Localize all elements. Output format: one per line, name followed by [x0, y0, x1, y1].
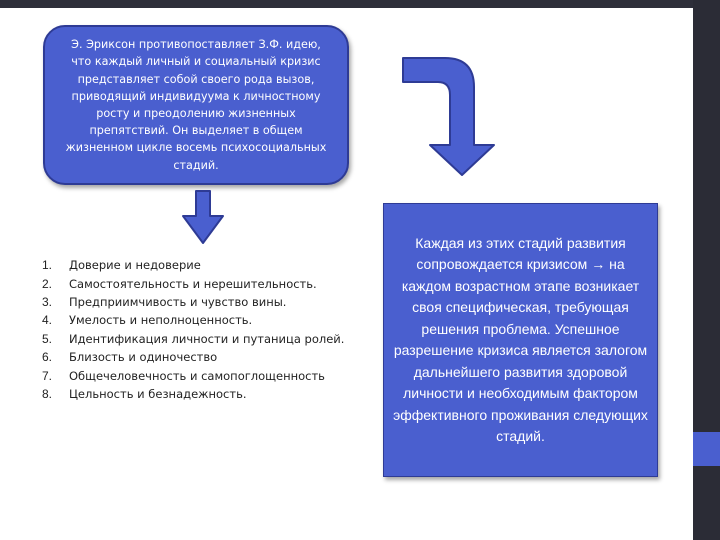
crisis-info-box: [383, 203, 658, 477]
info-text: Каждая из этих стадий развития сопровождается кризисом → на каждом возрастном этапе возникает своя специфическая, требующая решения проблема. Успешное разрешение кризиса является залогом дальнейшего развития здоровой личности и необходимым фактором эффективного проживания следующих стадий.: [393, 234, 648, 444]
stage-label: Общечеловечность и самопоглощенность: [69, 368, 325, 383]
callout-text: Э. Эриксон противопоставляет З.Ф. идею, что каждый личный и социальный кризис представляет собой своего рода вызов, приводящий индивидуума к личностному росту и преодолению жизненных препятствий. Он выделяет в общем жизненном цикле восемь психосоциальных стадий.: [65, 38, 327, 172]
stage-number: 8.: [42, 386, 53, 401]
stage-label: Цельность и безнадежность.: [69, 386, 247, 401]
stage-label: Самостоятельность и нерешительность.: [69, 276, 317, 291]
stage-number: 3.: [42, 294, 53, 309]
top-bar: [0, 0, 720, 8]
stage-number: 7.: [42, 368, 53, 383]
bent-arrow-down-icon: [400, 55, 500, 180]
stage-item: [42, 348, 344, 366]
stage-label: Умелость и неполноценность.: [69, 313, 253, 328]
stage-item: [42, 330, 344, 348]
stage-number: 6.: [42, 350, 53, 365]
stage-item: [42, 385, 344, 403]
stage-label: Близость и одиночество: [69, 350, 218, 365]
stage-item: [42, 366, 344, 384]
right-accent-block: [693, 432, 720, 466]
stage-number: 1.: [42, 258, 53, 273]
stage-number: 2.: [42, 276, 53, 291]
arrow-down-icon: [180, 190, 226, 246]
stage-number: 5.: [42, 331, 53, 346]
stage-item: [42, 311, 344, 329]
stage-item: [42, 256, 344, 274]
stages-list: [42, 256, 344, 403]
stage-number: 4.: [42, 313, 53, 328]
stage-label: Предприимчивость и чувство вины.: [69, 294, 287, 309]
stage-label: Доверие и недоверие: [69, 258, 201, 273]
stage-item: [42, 293, 344, 311]
stage-label: Идентификация личности и путаница ролей.: [69, 331, 345, 346]
stage-item: [42, 274, 344, 292]
erikson-callout-box: [43, 25, 349, 185]
